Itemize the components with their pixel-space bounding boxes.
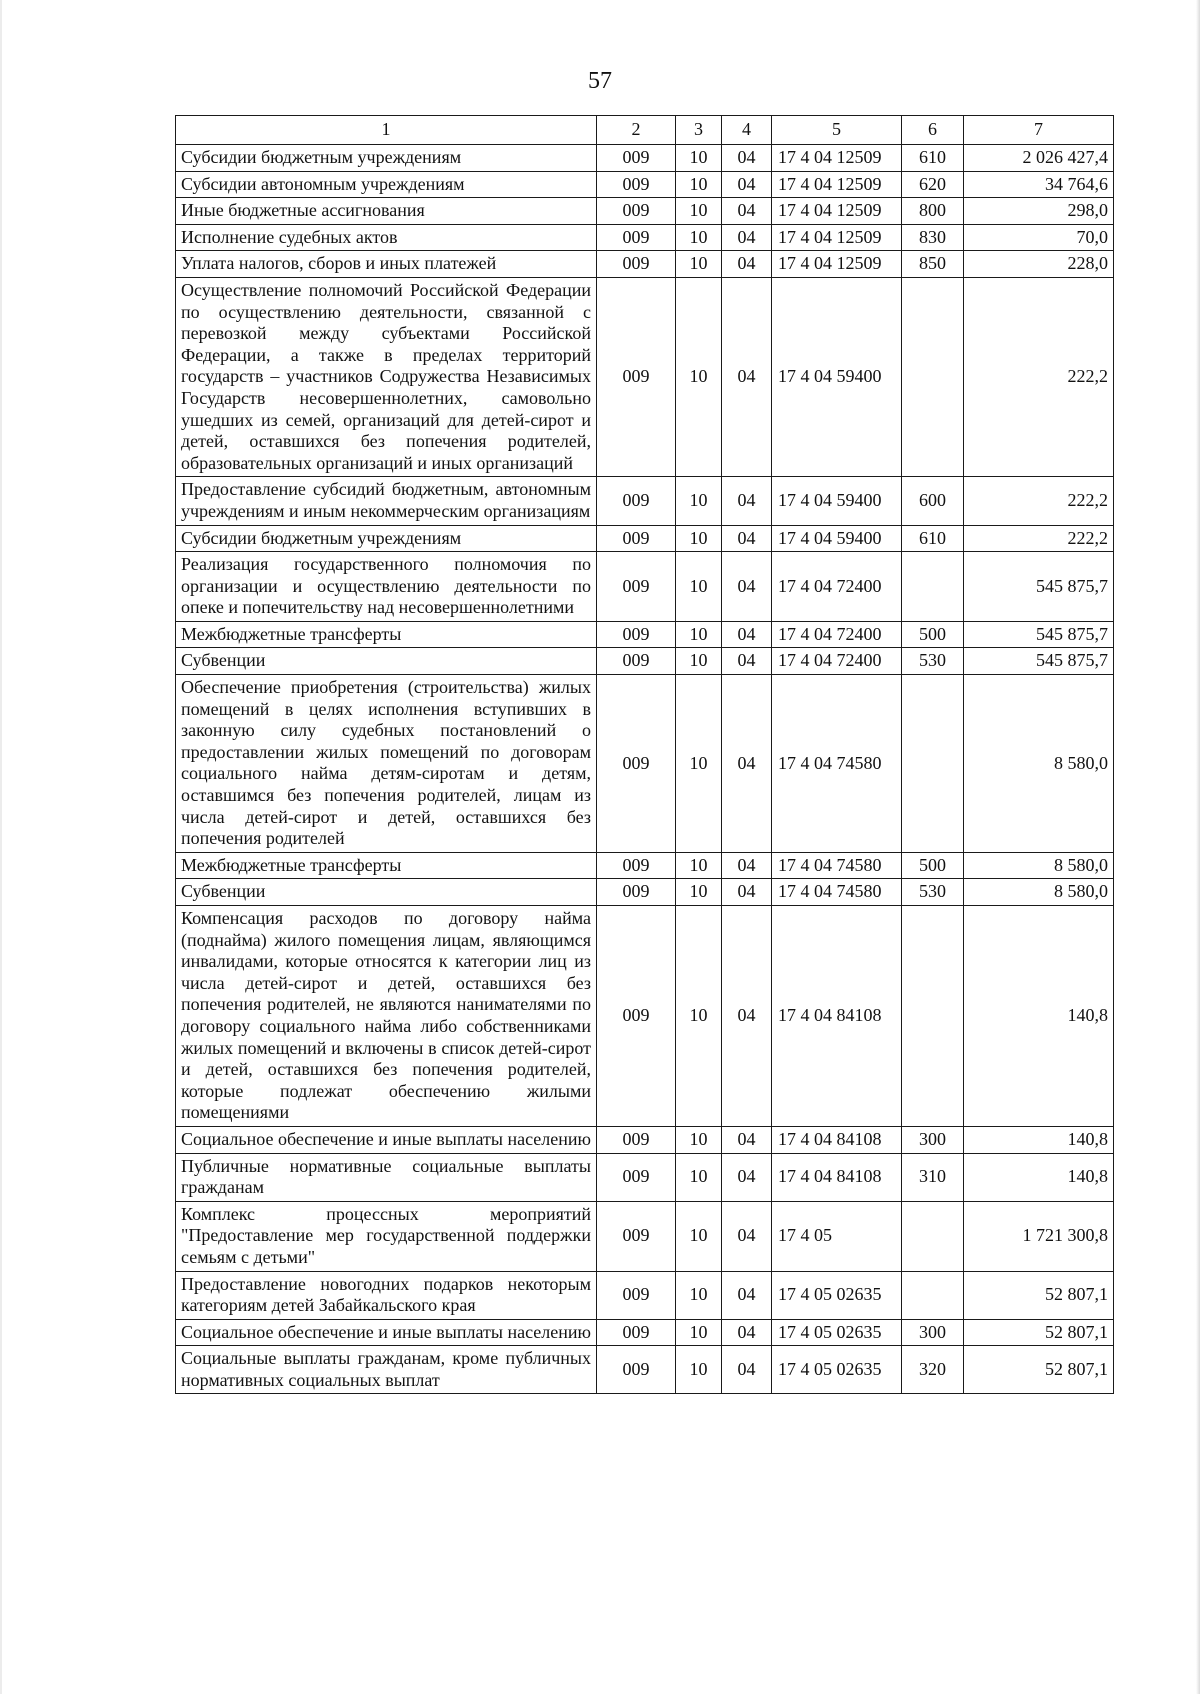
row-expense-type: 610 — [902, 525, 964, 552]
row-target-article: 17 4 04 12509 — [772, 198, 902, 225]
row-ministry-code: 009 — [597, 224, 676, 251]
row-section-code: 10 — [676, 224, 722, 251]
row-section-code: 10 — [676, 852, 722, 879]
row-expense-type — [902, 675, 964, 853]
row-expense-type — [902, 277, 964, 476]
row-target-article: 17 4 04 12509 — [772, 171, 902, 198]
row-expense-type: 610 — [902, 145, 964, 172]
row-section-code: 10 — [676, 906, 722, 1127]
row-subsection-code: 04 — [722, 224, 772, 251]
row-ministry-code: 009 — [597, 852, 676, 879]
row-target-article: 17 4 04 84108 — [772, 1153, 902, 1201]
row-section-code: 10 — [676, 525, 722, 552]
row-name: Обеспечение приобретения (строительства) жилых помещений в целях исполнения вступивших в законную силу судебных постановлений о предоставлении жилых помещений по договорам социального найма детям-сиротам и детям, оставшимся без попечения родителей, лицам из числа детей-сирот и детей, оставшихся без попечения родителей — [176, 675, 597, 853]
row-section-code: 10 — [676, 621, 722, 648]
row-subsection-code: 04 — [722, 198, 772, 225]
row-target-article: 17 4 04 84108 — [772, 1126, 902, 1153]
row-name: Социальное обеспечение и иные выплаты населению — [176, 1126, 597, 1153]
row-subsection-code: 04 — [722, 1346, 772, 1394]
row-target-article: 17 4 04 12509 — [772, 145, 902, 172]
row-ministry-code: 009 — [597, 145, 676, 172]
row-ministry-code: 009 — [597, 879, 676, 906]
table-row — [176, 251, 1114, 278]
row-section-code: 10 — [676, 1153, 722, 1201]
table-row — [176, 906, 1114, 1127]
row-expense-type: 530 — [902, 879, 964, 906]
table-row — [176, 552, 1114, 622]
row-subsection-code: 04 — [722, 171, 772, 198]
header-col-5: 5 — [772, 116, 902, 145]
scan-edge-right — [1196, 0, 1200, 1694]
row-expense-type — [902, 906, 964, 1127]
row-section-code: 10 — [676, 171, 722, 198]
row-name: Публичные нормативные социальные выплаты гражданам — [176, 1153, 597, 1201]
table-row — [176, 1346, 1114, 1394]
row-ministry-code: 009 — [597, 277, 676, 476]
row-target-article: 17 4 04 59400 — [772, 525, 902, 552]
row-target-article: 17 4 05 02635 — [772, 1319, 902, 1346]
row-expense-type: 530 — [902, 648, 964, 675]
row-subsection-code: 04 — [722, 879, 772, 906]
row-ministry-code: 009 — [597, 1271, 676, 1319]
table-row — [176, 525, 1114, 552]
table-row — [176, 621, 1114, 648]
row-subsection-code: 04 — [722, 675, 772, 853]
row-name: Субсидии автономным учреждениям — [176, 171, 597, 198]
row-amount: 2 026 427,4 — [964, 145, 1114, 172]
row-name: Комплекс процессных мероприятий "Предоставление мер государственной поддержки семьям с детьми" — [176, 1201, 597, 1271]
row-target-article: 17 4 04 72400 — [772, 552, 902, 622]
row-ministry-code: 009 — [597, 648, 676, 675]
row-amount: 298,0 — [964, 198, 1114, 225]
row-name: Субвенции — [176, 879, 597, 906]
row-name: Субсидии бюджетным учреждениям — [176, 525, 597, 552]
row-ministry-code: 009 — [597, 1126, 676, 1153]
page-number: 57 — [588, 68, 612, 94]
row-name: Исполнение судебных актов — [176, 224, 597, 251]
header-row — [176, 116, 1114, 145]
row-section-code: 10 — [676, 277, 722, 476]
row-ministry-code: 009 — [597, 1319, 676, 1346]
row-amount: 8 580,0 — [964, 879, 1114, 906]
row-target-article: 17 4 04 12509 — [772, 224, 902, 251]
row-target-article: 17 4 04 59400 — [772, 277, 902, 476]
table-row — [176, 477, 1114, 525]
row-target-article: 17 4 04 74580 — [772, 675, 902, 853]
row-ministry-code: 009 — [597, 675, 676, 853]
row-target-article: 17 4 04 72400 — [772, 621, 902, 648]
row-section-code: 10 — [676, 198, 722, 225]
row-amount: 228,0 — [964, 251, 1114, 278]
row-ministry-code: 009 — [597, 198, 676, 225]
row-subsection-code: 04 — [722, 552, 772, 622]
row-amount: 545 875,7 — [964, 621, 1114, 648]
row-subsection-code: 04 — [722, 1319, 772, 1346]
row-name: Межбюджетные трансферты — [176, 852, 597, 879]
row-target-article: 17 4 04 59400 — [772, 477, 902, 525]
row-amount: 545 875,7 — [964, 648, 1114, 675]
row-section-code: 10 — [676, 675, 722, 853]
table-row — [176, 1201, 1114, 1271]
header-col-3: 3 — [676, 116, 722, 145]
table-row — [176, 145, 1114, 172]
row-expense-type: 600 — [902, 477, 964, 525]
row-amount: 140,8 — [964, 906, 1114, 1127]
row-subsection-code: 04 — [722, 525, 772, 552]
row-expense-type: 830 — [902, 224, 964, 251]
table-row — [176, 1126, 1114, 1153]
row-expense-type: 300 — [902, 1126, 964, 1153]
row-amount: 52 807,1 — [964, 1271, 1114, 1319]
row-expense-type: 320 — [902, 1346, 964, 1394]
row-target-article: 17 4 04 74580 — [772, 879, 902, 906]
row-name: Компенсация расходов по договору найма (поднайма) жилого помещения лицам, являющимся инвалидами, которые относятся к категории лиц из числа детей-сирот и детей, оставшихся без попечения родителей, не являются нанимателями по договору социального найма либо собственниками жилых помещений и включены в список детей-сирот и детей, оставшихся без попечения родителей, которые подлежат обеспечению жилыми помещениями — [176, 906, 597, 1127]
row-name: Субсидии бюджетным учреждениям — [176, 145, 597, 172]
row-expense-type — [902, 1201, 964, 1271]
row-subsection-code: 04 — [722, 477, 772, 525]
row-target-article: 17 4 05 02635 — [772, 1346, 902, 1394]
row-section-code: 10 — [676, 1126, 722, 1153]
row-subsection-code: 04 — [722, 1153, 772, 1201]
row-name: Предоставление субсидий бюджетным, автономным учреждениям и иным некоммерческим организациям — [176, 477, 597, 525]
row-section-code: 10 — [676, 1319, 722, 1346]
table-row — [176, 171, 1114, 198]
row-name: Иные бюджетные ассигнования — [176, 198, 597, 225]
table-row — [176, 224, 1114, 251]
table-row — [176, 1319, 1114, 1346]
row-name: Реализация государственного полномочия по организации и осуществлению деятельности по опеке и попечительству над несовершеннолетними — [176, 552, 597, 622]
row-expense-type: 310 — [902, 1153, 964, 1201]
row-ministry-code: 009 — [597, 477, 676, 525]
row-name: Межбюджетные трансферты — [176, 621, 597, 648]
row-target-article: 17 4 04 72400 — [772, 648, 902, 675]
row-ministry-code: 009 — [597, 1153, 676, 1201]
row-section-code: 10 — [676, 477, 722, 525]
row-subsection-code: 04 — [722, 145, 772, 172]
row-expense-type — [902, 552, 964, 622]
row-target-article: 17 4 04 84108 — [772, 906, 902, 1127]
row-subsection-code: 04 — [722, 906, 772, 1127]
row-amount: 545 875,7 — [964, 552, 1114, 622]
row-expense-type: 500 — [902, 852, 964, 879]
row-subsection-code: 04 — [722, 648, 772, 675]
row-target-article: 17 4 04 74580 — [772, 852, 902, 879]
row-expense-type: 620 — [902, 171, 964, 198]
row-ministry-code: 009 — [597, 251, 676, 278]
row-target-article: 17 4 05 02635 — [772, 1271, 902, 1319]
row-amount: 140,8 — [964, 1126, 1114, 1153]
row-ministry-code: 009 — [597, 906, 676, 1127]
row-section-code: 10 — [676, 552, 722, 622]
row-amount: 1 721 300,8 — [964, 1201, 1114, 1271]
row-name: Субвенции — [176, 648, 597, 675]
row-name: Осуществление полномочий Российской Федерации по осуществлению деятельности, связанной с перевозкой между субъектами Российской Федерации, а также в пределах территорий государств – участников Содружества Независимых Государств несовершеннолетних, самовольно ушедших из семей, организаций для детей-сирот и детей, оставшихся без попечения родителей, образовательных организаций и иных организаций — [176, 277, 597, 476]
row-amount: 70,0 — [964, 224, 1114, 251]
row-subsection-code: 04 — [722, 621, 772, 648]
header-col-6: 6 — [902, 116, 964, 145]
row-section-code: 10 — [676, 648, 722, 675]
row-section-code: 10 — [676, 1201, 722, 1271]
row-expense-type — [902, 1271, 964, 1319]
table-row — [176, 675, 1114, 853]
row-ministry-code: 009 — [597, 171, 676, 198]
row-name: Социальное обеспечение и иные выплаты населению — [176, 1319, 597, 1346]
table-row — [176, 198, 1114, 225]
table-row — [176, 1153, 1114, 1201]
row-section-code: 10 — [676, 145, 722, 172]
table-row — [176, 1271, 1114, 1319]
table-row — [176, 648, 1114, 675]
table-row — [176, 879, 1114, 906]
row-target-article: 17 4 05 — [772, 1201, 902, 1271]
row-name: Уплата налогов, сборов и иных платежей — [176, 251, 597, 278]
row-target-article: 17 4 04 12509 — [772, 251, 902, 278]
row-amount: 222,2 — [964, 477, 1114, 525]
header-col-2: 2 — [597, 116, 676, 145]
row-amount: 222,2 — [964, 525, 1114, 552]
row-name: Предоставление новогодних подарков некоторым категориям детей Забайкальского края — [176, 1271, 597, 1319]
table-row — [176, 277, 1114, 476]
row-subsection-code: 04 — [722, 1271, 772, 1319]
row-expense-type: 300 — [902, 1319, 964, 1346]
row-section-code: 10 — [676, 879, 722, 906]
row-amount: 34 764,6 — [964, 171, 1114, 198]
header-col-4: 4 — [722, 116, 772, 145]
row-subsection-code: 04 — [722, 1126, 772, 1153]
row-subsection-code: 04 — [722, 251, 772, 278]
row-subsection-code: 04 — [722, 852, 772, 879]
header-col-1: 1 — [176, 116, 597, 145]
table-body — [176, 145, 1114, 1394]
row-ministry-code: 009 — [597, 1346, 676, 1394]
row-amount: 52 807,1 — [964, 1319, 1114, 1346]
row-expense-type: 500 — [902, 621, 964, 648]
budget-table — [175, 115, 1114, 1394]
table-row — [176, 852, 1114, 879]
header-col-7: 7 — [964, 116, 1114, 145]
row-ministry-code: 009 — [597, 525, 676, 552]
row-subsection-code: 04 — [722, 277, 772, 476]
row-subsection-code: 04 — [722, 1201, 772, 1271]
row-amount: 8 580,0 — [964, 675, 1114, 853]
row-ministry-code: 009 — [597, 1201, 676, 1271]
row-amount: 52 807,1 — [964, 1346, 1114, 1394]
row-amount: 140,8 — [964, 1153, 1114, 1201]
row-section-code: 10 — [676, 1346, 722, 1394]
row-name: Социальные выплаты гражданам, кроме публичных нормативных социальных выплат — [176, 1346, 597, 1394]
row-amount: 8 580,0 — [964, 852, 1114, 879]
row-expense-type: 800 — [902, 198, 964, 225]
row-ministry-code: 009 — [597, 552, 676, 622]
scan-edge-left — [0, 0, 2, 1694]
row-section-code: 10 — [676, 251, 722, 278]
row-amount: 222,2 — [964, 277, 1114, 476]
row-section-code: 10 — [676, 1271, 722, 1319]
row-ministry-code: 009 — [597, 621, 676, 648]
row-expense-type: 850 — [902, 251, 964, 278]
